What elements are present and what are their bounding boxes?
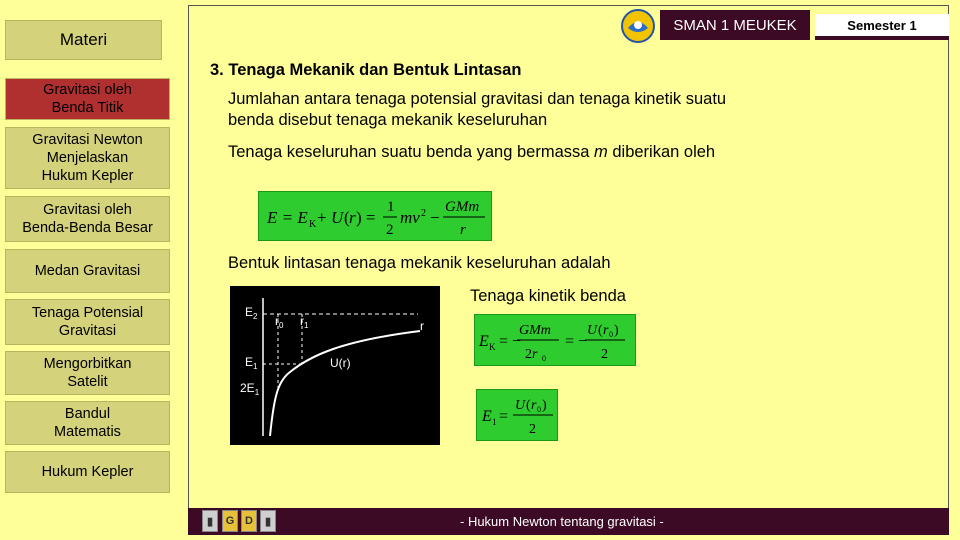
svg-text:+: + [317,208,327,227]
paragraph-total-energy: Tenaga keseluruhan suatu benda yang bermassa m diberikan oleh [228,143,716,161]
paragraph-orbit-shape: Bentuk lintasan tenaga mekanik keseluruhan adalah [228,254,611,272]
sidebar-item-gravitasi-benda-titik[interactable]: Gravitasi oleh Benda Titik [5,78,170,120]
nav-prev-button[interactable]: G [222,510,238,532]
sidebar-item-mengorbitkan-satelit[interactable]: Mengorbitkan Satelit [5,351,170,395]
svg-text:=: = [499,408,509,425]
formula-e1 [476,389,558,441]
svg-text:= −: = − [499,333,522,350]
svg-text:2: 2 [421,208,426,219]
svg-text:1: 1 [387,199,395,215]
graph-label-r1: $r_1$ [300,314,309,330]
svg-text:) =: ) = [356,208,376,227]
svg-text:1: 1 [492,417,497,427]
sidebar-item-gravitasi-newton-kepler[interactable]: Gravitasi Newton Menjelaskan Hukum Kepler [5,127,170,189]
svg-text:0: 0 [537,405,541,414]
energy-graph [230,286,440,445]
svg-text:(: ( [526,398,531,413]
graph-label-r: r [420,319,424,333]
svg-text:(: ( [598,323,603,338]
sidebar-item-bandul-matematis[interactable]: Bandul Matematis [5,401,170,445]
svg-text:U: U [515,398,526,413]
energy-graph-svg [230,286,440,445]
graph-label-ur: U(r) [330,356,351,370]
semester-label: Semester 1 [815,14,949,40]
svg-text:): ) [614,323,619,338]
nav-last-button[interactable]: ▮ [260,510,276,532]
svg-text:r: r [349,208,356,227]
svg-text:U: U [331,208,344,227]
svg-text:r: r [603,323,609,338]
formula-total-energy-graphic [259,192,491,240]
svg-text:r: r [460,222,466,238]
svg-text:): ) [542,398,547,413]
graph-potential-curve [270,331,420,436]
kinetic-energy-label: Tenaga kinetik benda [470,287,626,305]
footer-title: - Hukum Newton tentang gravitasi - [460,514,664,529]
graph-label-e2: $E_2$ [245,305,258,321]
svg-text:r: r [531,398,537,413]
svg-text:U: U [587,323,598,338]
svg-text:K: K [489,342,496,352]
formula-kinetic-energy [474,314,636,366]
nav-next-button[interactable]: D [241,510,257,532]
svg-text:GMm: GMm [519,323,551,338]
svg-text:E: E [479,333,489,350]
svg-text:mv: mv [400,208,420,227]
paragraph-definition: Jumlahan antara tenaga potensial gravitasi dan tenaga kinetik suatu benda disebut tenaga mekanik keseluruhan [228,90,727,129]
svg-text:K: K [309,219,317,230]
graph-label-e1: $E_1$ [245,355,258,371]
svg-text:−: − [430,208,440,227]
sidebar-item-hukum-kepler[interactable]: Hukum Kepler [5,451,170,493]
svg-text:0: 0 [609,330,613,339]
graph-label-r0: $r_0$ [275,314,284,330]
sidebar-item-medan-gravitasi[interactable]: Medan Gravitasi [5,249,170,293]
svg-text:0: 0 [542,354,546,363]
svg-text:E: E [482,408,492,425]
graph-label-2e1: $2E_1$ [240,381,260,397]
sidebar-item-tenaga-potensial[interactable]: Tenaga Potensial Gravitasi [5,299,170,345]
svg-text:(: ( [344,208,350,227]
section-heading: 3. Tenaga Mekanik dan Bentuk Lintasan [210,61,522,79]
svg-text:GMm: GMm [445,199,480,215]
svg-text:2r: 2r [525,347,538,362]
formula-kinetic-energy-graphic [475,315,635,365]
svg-text:2: 2 [529,422,536,437]
svg-text:E = E: E = E [267,208,308,227]
svg-text:2: 2 [601,347,608,362]
school-logo-icon [620,8,656,44]
sidebar-title: Materi [5,20,162,60]
svg-text:2: 2 [386,222,394,238]
nav-first-button[interactable]: ▮ [202,510,218,532]
school-name: SMAN 1 MEUKEK [660,10,810,40]
svg-text:= −: = − [565,333,588,350]
sidebar-item-gravitasi-benda-besar[interactable]: Gravitasi oleh Benda-Benda Besar [5,196,170,242]
formula-total-energy [258,191,492,241]
formula-e1-graphic [477,390,557,440]
